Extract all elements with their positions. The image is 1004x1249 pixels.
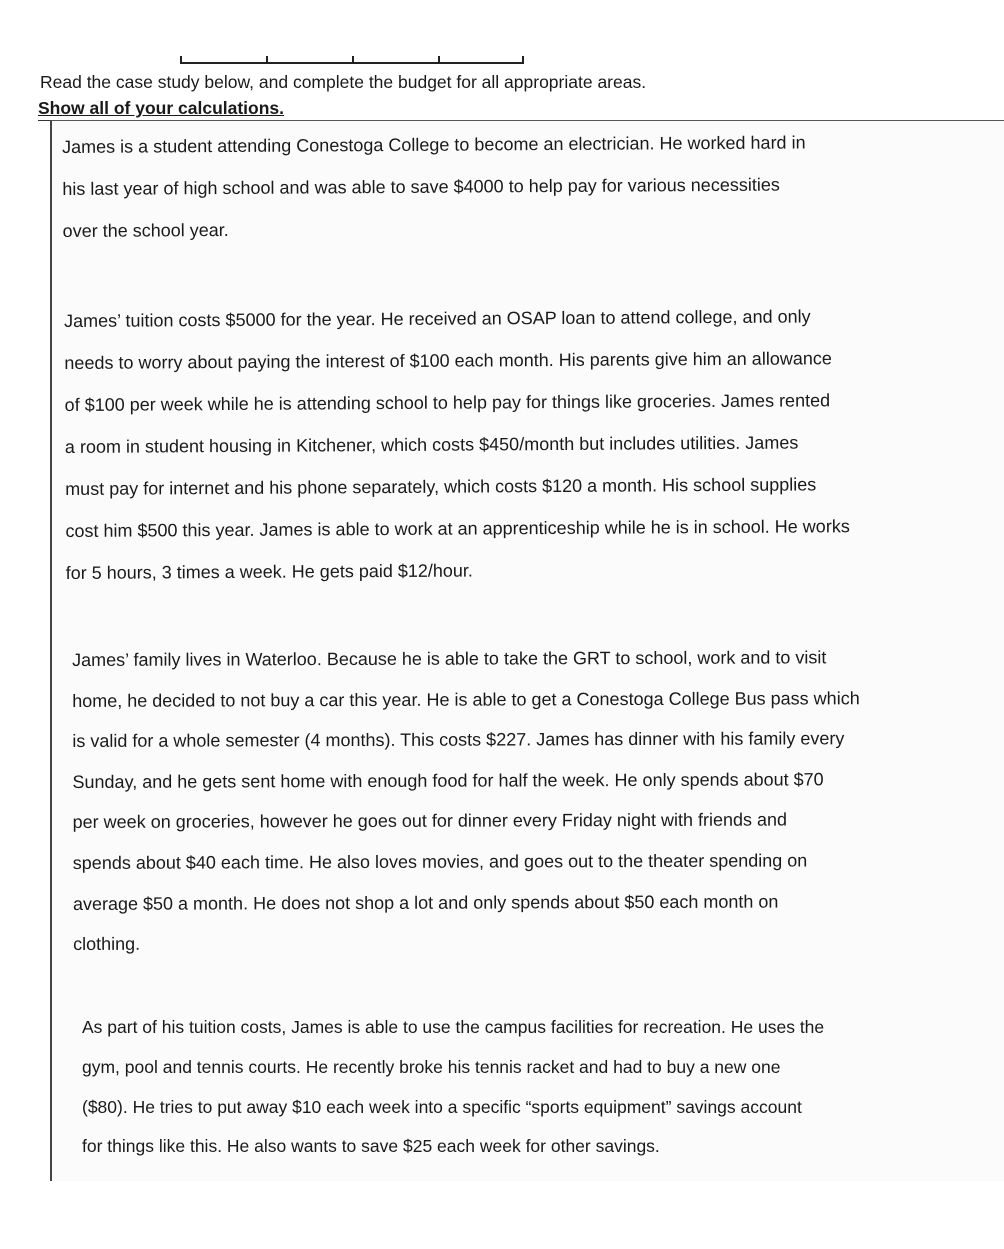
text-line: over the school year. [62,219,229,241]
text-line: his last year of high school and was able to save $4000 to help pay for various necessities [62,174,780,199]
text-line: a room in student housing in Kitchener, which costs $450/month but includes utilities. James [64,432,799,457]
table-tick [522,56,524,64]
text-line: is valid for a whole semester (4 months). This costs $227. James has dinner with his family every [72,728,845,752]
text-line: for things like this. He also wants to save $25 each week for other savings. [82,1136,660,1157]
text-line: James’ tuition costs $5000 for the year. He received an OSAP loan to attend college, and only [64,306,811,331]
text-line: home, he decided to not buy a car this year. He is able to get a Conestoga College Bus pass which [72,687,860,711]
show-calculations-heading: Show all of your calculations. [38,98,285,118]
text-line: James is a student attending Conestoga College to become an electrician. He worked hard in [62,132,806,157]
table-tick [438,56,440,64]
text-line: of $100 per week while he is attending school to help pay for things like groceries. James rented [64,390,831,415]
paragraph-transport-food [72,637,861,964]
text-line: cost him $500 this year. James is able to work at an apprenticeship while he is in school. He works [65,516,850,541]
paragraph-intro [62,121,806,252]
text-line: ($80). He tries to put away $10 each week into a specific “sports equipment” savings account [82,1096,802,1117]
table-tick [266,56,268,64]
text-line: Sunday, and he gets sent home with enough food for half the week. He only spends about $70 [72,769,824,792]
text-line: gym, pool and tennis courts. He recently broke his tennis racket and had to buy a new one [82,1056,781,1077]
table-tick [180,56,182,64]
text-line: per week on groceries, however he goes out for dinner every Friday night with friends and [72,809,788,833]
text-line: for 5 hours, 3 times a week. He gets paid $12/hour. [65,560,473,583]
text-line: needs to worry about paying the interest of $100 each month. His parents give him an allowance [64,348,832,373]
text-line: must pay for internet and his phone separately, which costs $120 a month. His school supplies [65,474,817,499]
text-line: spends about $40 each time. He also loves movies, and goes out to the theater spending on [72,850,808,873]
table-tick [352,56,354,64]
paragraph-expenses [64,295,850,594]
text-line: James’ family lives in Waterloo. Because he is able to take the GRT to school, work and to visit [72,647,827,670]
paragraph-recreation-savings [82,1008,824,1167]
text-line: clothing. [73,933,141,955]
instruction-text: Read the case study below, and complete the budget for all appropriate areas. [40,72,647,92]
text-line: average $50 a month. He does not shop a lot and only spends about $50 each month on [72,891,779,914]
text-line: As part of his tuition costs, James is able to use the campus facilities for recreation. He uses the [82,1017,825,1037]
